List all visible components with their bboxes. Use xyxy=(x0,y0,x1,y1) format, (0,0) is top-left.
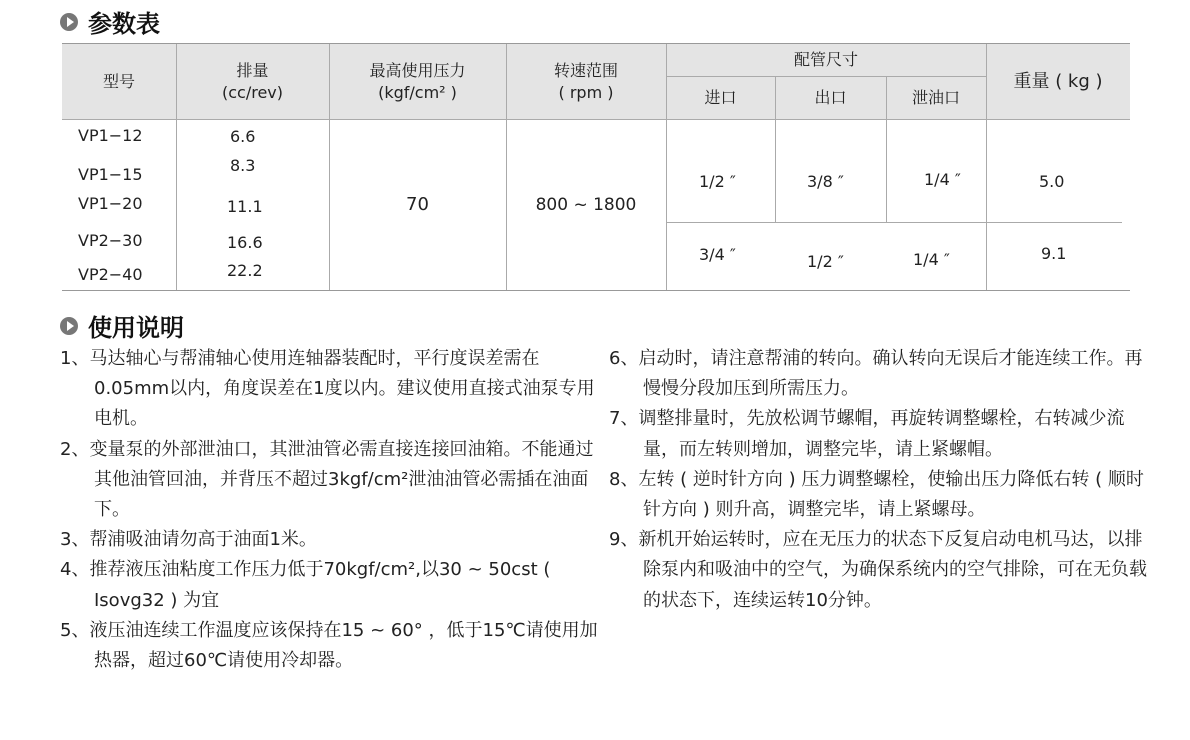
header-speed-range xyxy=(506,44,666,119)
row-model: VP1−15 xyxy=(78,165,143,184)
usage-item: 5、液压油连续工作温度应该保持在15 ~ 60° ，低于15℃请使用加热器，超过60℃请使用冷却器。 xyxy=(60,619,598,672)
usage-item: 1、马达轴心与帮浦轴心使用连轴器装配时，平行度误差需在0.05mm以内，角度误差在1度以内。建议使用直接式油泵专用电机。 xyxy=(60,348,595,430)
header-model-label: 型号 xyxy=(102,71,135,91)
params-table xyxy=(62,43,1130,291)
weight-value: 5.0 xyxy=(1039,172,1065,191)
params-section-title xyxy=(60,4,160,39)
header-max-pressure xyxy=(329,44,506,119)
speed-range-value xyxy=(506,120,666,290)
header-piping-label: 配管尺寸 xyxy=(793,50,858,69)
pressure-value-text: 70 xyxy=(406,194,429,215)
header-inlet xyxy=(666,76,775,119)
usage-item: 6、启动时，请注意帮浦的转向。确认转向无误后才能连续工作。再慢慢分段加压到所需压力。 xyxy=(609,348,1143,400)
row-displacement: 11.1 xyxy=(227,197,263,216)
row-displacement: 8.3 xyxy=(230,156,256,175)
header-piping-size xyxy=(666,44,986,76)
usage-item: 4、推荐液压油粘度工作压力低于70kgf/cm²,以30 ~ 50cst ( Isovg32 ) 为宜 xyxy=(60,559,551,611)
header-disp-unit: (cc/rev) xyxy=(221,82,283,102)
outlet-size: 1/2 ″ xyxy=(807,252,844,271)
drain-size: 1/4 ″ xyxy=(913,250,950,269)
usage-column-left xyxy=(60,344,602,676)
row-displacement: 16.6 xyxy=(227,233,263,252)
speed-value-text: 800 ~ 1800 xyxy=(535,195,637,215)
header-speed-label: 转速范围 xyxy=(553,60,618,80)
usage-column-right xyxy=(609,344,1151,616)
grid-line xyxy=(666,222,1122,223)
usage-section-title xyxy=(60,308,184,343)
row-model: VP1−12 xyxy=(78,126,143,145)
drain-size: 1/4 ″ xyxy=(924,170,961,189)
params-title-text: 参数表 xyxy=(88,10,160,38)
header-weight-label: 重量 ( kg ) xyxy=(1013,70,1103,92)
max-pressure-value xyxy=(329,120,506,290)
play-circle-icon xyxy=(60,13,78,31)
row-displacement: 6.6 xyxy=(230,127,256,146)
header-displacement xyxy=(176,44,329,119)
header-outlet xyxy=(775,76,886,119)
inlet-size: 3/4 ″ xyxy=(699,245,736,264)
play-circle-icon xyxy=(60,317,78,335)
row-model: VP1−20 xyxy=(78,194,143,213)
header-pressure-unit: (kgf/cm² ) xyxy=(378,82,457,102)
usage-item: 7、调整排量时，先放松调节螺帽，再旋转调整螺栓，右转减少流量，而左转则增加，调整完毕，请上紧螺帽。 xyxy=(609,408,1125,460)
usage-item: 9、新机开始运转时，应在无压力的状态下反复启动电机马达，以排除泵内和吸油中的空气，为确保系统内的空气排除，可在无负载的状态下，连续运转10分钟。 xyxy=(609,529,1147,611)
row-model: VP2−30 xyxy=(78,231,143,250)
usage-item: 3、帮浦吸油请勿高于油面1米。 xyxy=(60,529,317,551)
header-weight xyxy=(986,44,1130,119)
usage-item: 8、左转 ( 逆时针方向 ) 压力调整螺栓，使输出压力降低右转 ( 顺时针方向 ) 则升高，调整完毕，请上紧螺母。 xyxy=(609,468,1144,521)
header-drain-port xyxy=(886,76,986,119)
header-speed-unit: ( rpm ) xyxy=(558,82,614,102)
header-drain-label: 泄油口 xyxy=(911,87,960,107)
header-pressure-label: 最高使用压力 xyxy=(369,60,466,80)
usage-item: 2、变量泵的外部泄油口，其泄油管必需直接连接回油箱。不能通过其他油管回油，并背压不超过3kgf/cm²泄油油管必需插在油面下。 xyxy=(60,438,594,521)
row-displacement: 22.2 xyxy=(227,261,263,280)
inlet-size: 1/2 ″ xyxy=(699,172,736,191)
weight-value: 9.1 xyxy=(1041,244,1067,263)
usage-title-text: 使用说明 xyxy=(88,314,184,342)
outlet-size: 3/8 ″ xyxy=(807,172,844,191)
header-outlet-label: 出口 xyxy=(814,87,847,107)
header-inlet-label: 进口 xyxy=(704,87,737,107)
header-disp-label: 排量 xyxy=(236,60,269,80)
header-model xyxy=(62,44,176,119)
row-model: VP2−40 xyxy=(78,265,143,284)
